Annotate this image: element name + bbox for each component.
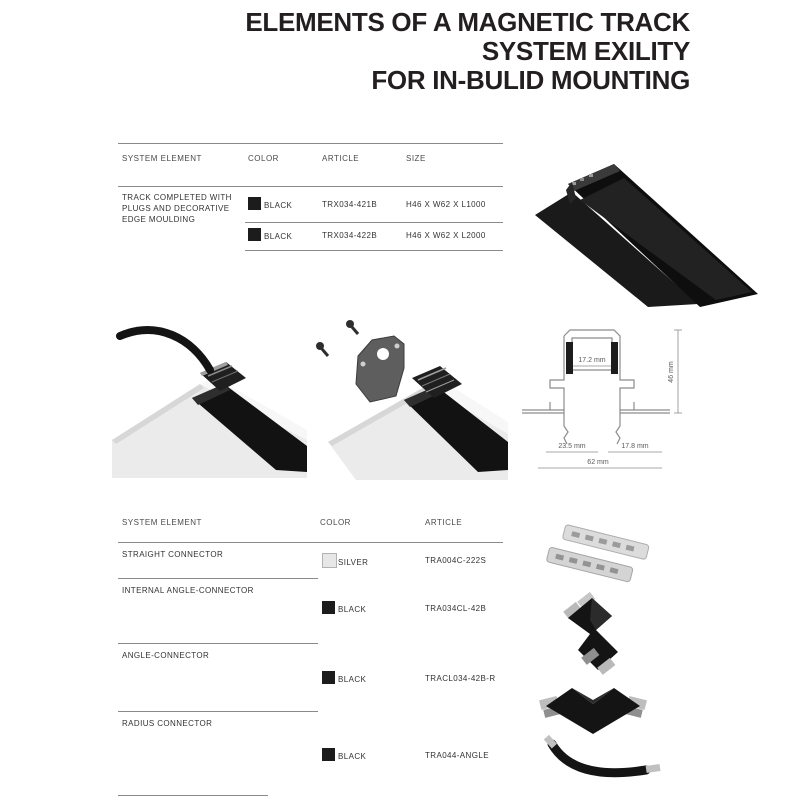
internal-angle-connector-image xyxy=(548,590,648,680)
table2-element-name: ANGLE-CONNECTOR xyxy=(122,651,210,660)
dim-total-width: 62 mm xyxy=(587,459,609,466)
table2-header-rule xyxy=(118,542,503,543)
table1-row-color-label: BLACK xyxy=(264,201,293,210)
mounted-track-drawing xyxy=(112,318,307,478)
table2-element-name: RADIUS CONNECTOR xyxy=(122,719,213,728)
color-swatch-black xyxy=(322,601,335,614)
table1-row-article: TRX034-422B xyxy=(322,231,378,240)
table1-header-color: COLOR xyxy=(248,154,279,163)
table2-header-color: COLOR xyxy=(320,518,351,527)
table2-row-article: TRA044-ANGLE xyxy=(425,751,489,760)
table2-element-name: STRAIGHT CONNECTOR xyxy=(122,550,224,559)
table2-row-article: TRA004C-222S xyxy=(425,556,487,565)
table1-top-rule xyxy=(118,143,503,144)
table2-element-name: INTERNAL ANGLE-CONNECTOR xyxy=(122,586,254,595)
table2-header-article: ARTICLE xyxy=(425,518,463,527)
color-swatch-silver xyxy=(322,553,337,568)
table2-bottom-rule xyxy=(118,795,268,796)
table1-header-system-element: SYSTEM ELEMENT xyxy=(122,154,202,163)
table1-header-size: SIZE xyxy=(406,154,426,163)
page-title-line: ELEMENTS OF A MAGNETIC TRACK xyxy=(245,7,690,37)
color-swatch-black xyxy=(248,228,261,241)
table1-element-name: TRACK COMPLETED WITH PLUGS AND DECORATIVE EDGE MOULDING xyxy=(122,193,232,224)
table2-row-rule xyxy=(118,643,318,644)
table1-row-size: H46 X W62 X L2000 xyxy=(406,231,486,240)
page-title xyxy=(245,8,690,95)
table1-row-color-label: BLACK xyxy=(264,232,293,241)
screw-icon xyxy=(346,320,358,334)
straight-connector-image xyxy=(538,520,668,592)
table2-row-color-label: BLACK xyxy=(338,752,367,761)
dim-right-width: 17.8 mm xyxy=(621,443,649,450)
table1-row-size: H46 X W62 X L1000 xyxy=(406,200,486,209)
page-title-line: SYSTEM EXILITY xyxy=(481,36,690,66)
cross-section-drawing xyxy=(520,322,708,474)
table2-row-color-label: BLACK xyxy=(338,605,367,614)
table2-row-article: TRACL034-42B-R xyxy=(425,674,496,683)
radius-connector-image xyxy=(538,734,666,786)
screw-icon xyxy=(316,342,328,356)
table1-row-article: TRX034-421B xyxy=(322,200,378,209)
dim-left-width: 23.5 mm xyxy=(558,443,586,450)
table1-bottom-rule xyxy=(245,250,503,251)
table2-row-rule xyxy=(118,578,318,579)
dim-height: 46 mm xyxy=(668,361,675,383)
table2-header-system-element: SYSTEM ELEMENT xyxy=(122,518,202,527)
table1-header-rule xyxy=(118,186,503,187)
table1-row-rule xyxy=(245,222,503,223)
table2-row-color-label: BLACK xyxy=(338,675,367,684)
track-product-image xyxy=(520,112,800,307)
color-swatch-black xyxy=(322,671,335,684)
color-swatch-black xyxy=(322,748,335,761)
table2-row-article: TRA034CL-42B xyxy=(425,604,487,613)
table2-row-rule xyxy=(118,711,318,712)
table1-header-article: ARTICLE xyxy=(322,154,360,163)
end-cap-assembly-drawing xyxy=(300,310,508,480)
table2-row-color-label: SILVER xyxy=(338,558,369,567)
page-title-line: FOR IN-BULID MOUNTING xyxy=(371,65,690,95)
color-swatch-black xyxy=(248,197,261,210)
dim-inner-width: 17.2 mm xyxy=(578,357,606,364)
